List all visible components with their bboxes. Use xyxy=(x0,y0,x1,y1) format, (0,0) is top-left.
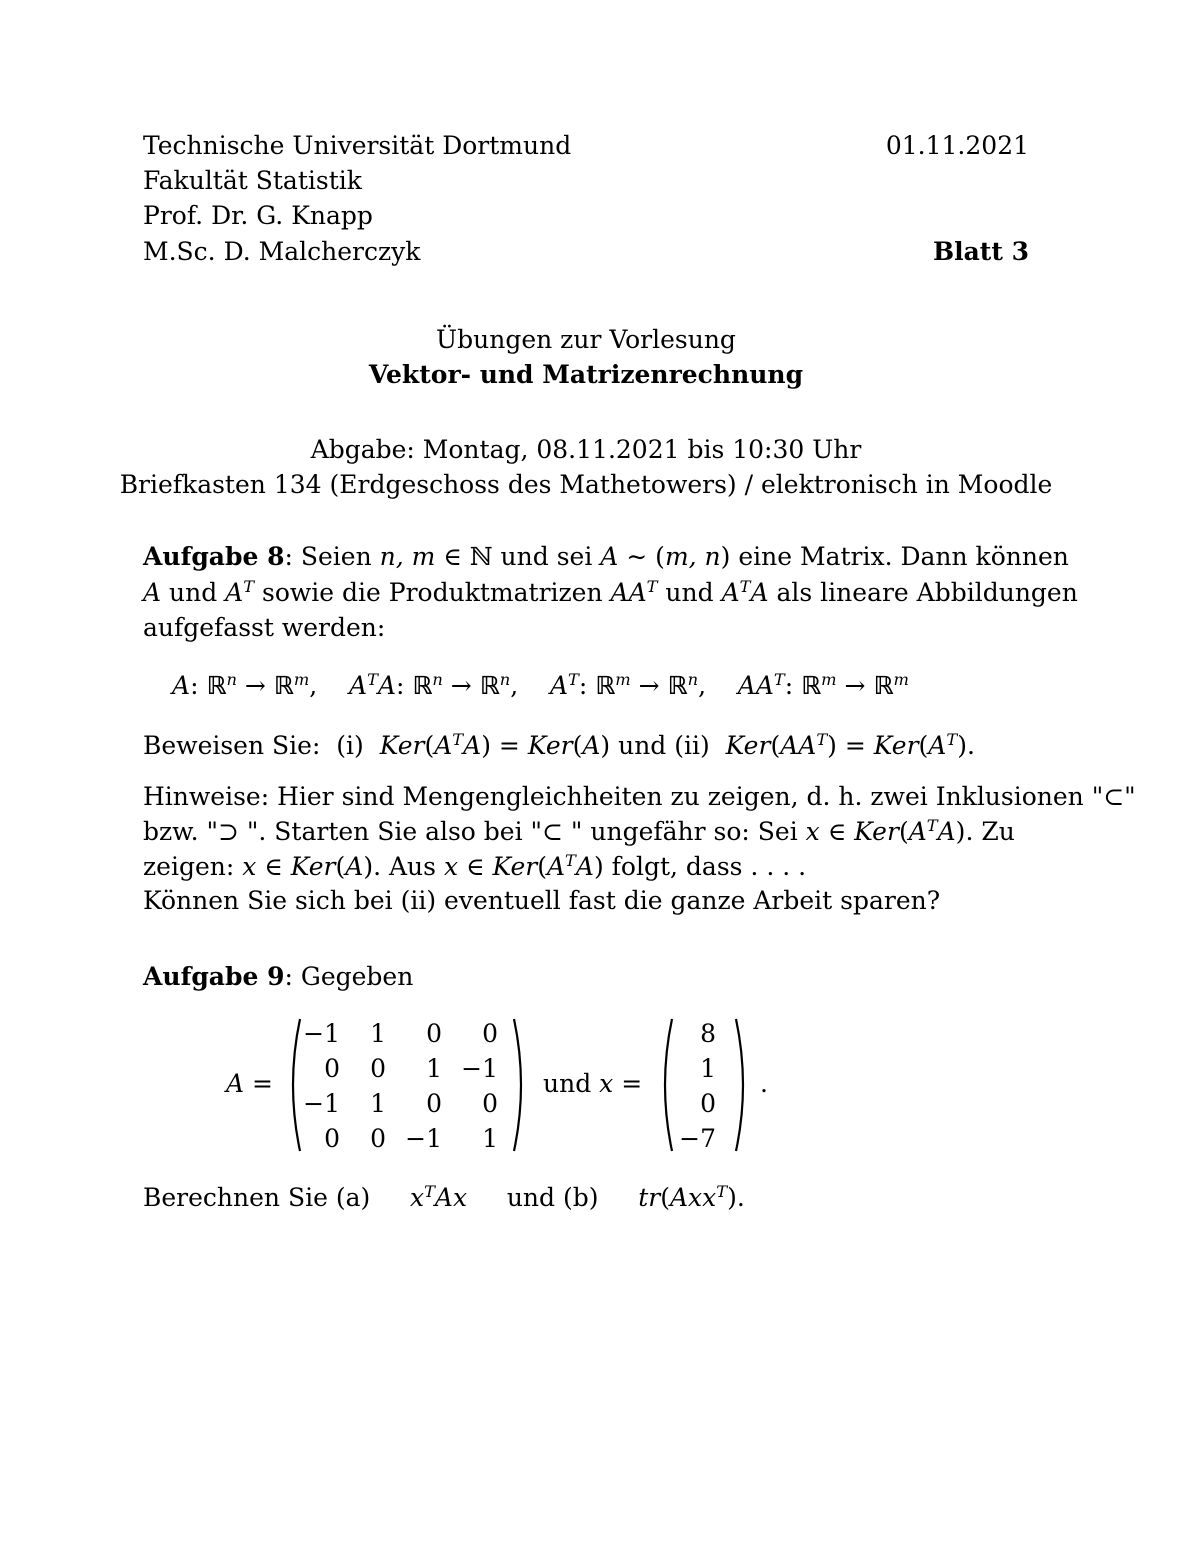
professor-name: Prof. Dr. G. Knapp xyxy=(143,201,373,230)
matrix-A-cell: 1 xyxy=(426,1054,442,1083)
matrix-A-name: A = xyxy=(226,1069,273,1098)
faculty-name: Fakultät Statistik xyxy=(143,166,362,195)
task8-hint-line2: bzw. "⊃ ". Starten Sie also bei "⊂ " ungefähr so: Sei x ∈ $Ker(A^TA)$. Zu xyxy=(143,816,1015,846)
task8-prove-line: Beweisen Sie: (i) $Ker(A^TA) = Ker(A)$ und (ii) $Ker(AA^T) = Ker(A^T)$. xyxy=(143,730,975,760)
course-title: Vektor- und Matrizenrechnung xyxy=(368,360,804,389)
submission-location: Briefkasten 134 (Erdgeschoss des Mathetowers) / elektronisch in Moodle xyxy=(119,470,1053,499)
matrix-A-cell: 1 xyxy=(482,1124,498,1153)
task8-mappings-formula: A: ℝ$^n$ → ℝ$^m$, $A^TA$: ℝ$^n$ → ℝ$^n$, $A^T$: ℝ$^m$ → ℝ$^n$, $AA^T$: ℝ$^m$ → ℝ$^m$ xyxy=(172,670,909,700)
matrix-A-cell: −1 xyxy=(303,1019,340,1048)
sheet-number: Blatt 3 xyxy=(932,237,1029,266)
vector-x-cell: −7 xyxy=(679,1124,716,1153)
vector-x-cell: 0 xyxy=(700,1089,716,1118)
task8-hint-line1: Hinweise: Hier sind Mengengleichheiten zu zeigen, d. h. zwei Inklusionen "⊂" xyxy=(143,782,1136,811)
matrix-A-cell: 0 xyxy=(482,1089,498,1118)
submission-deadline: Abgabe: Montag, 08.11.2021 bis 10:30 Uhr xyxy=(310,435,862,464)
task8-label: Aufgabe 8 xyxy=(143,542,285,571)
sheet-date: 01.11.2021 xyxy=(885,131,1029,160)
matrix-and-x-label: und x = xyxy=(543,1069,643,1098)
matrix-A xyxy=(300,1018,510,1154)
matrix-A-cell: 0 xyxy=(324,1124,340,1153)
task8-line1: Aufgabe 8: Seien n, m ∈ ℕ und sei A ∼ (m, n) eine Matrix. Dann können xyxy=(143,542,1069,571)
matrix-equation-period: . xyxy=(760,1069,768,1098)
task9-intro: Aufgabe 9: Gegeben xyxy=(143,962,414,991)
matrix-A-cell: 0 xyxy=(324,1054,340,1083)
vector-x xyxy=(676,1018,732,1154)
matrix-A-cell: −1 xyxy=(461,1054,498,1083)
matrix-A-cell: −1 xyxy=(303,1089,340,1118)
task8-line3: aufgefasst werden: xyxy=(143,613,386,642)
task9-label: Aufgabe 9 xyxy=(143,962,285,991)
matrix-A-cell: −1 xyxy=(405,1124,442,1153)
matrix-A-cell: 1 xyxy=(370,1019,386,1048)
task8-line2: A und $A^T$ sowie die Produktmatrizen $AA^T$ und $A^TA$ als lineare Abbildungen xyxy=(143,577,1078,607)
matrix-A-cell: 0 xyxy=(426,1089,442,1118)
matrix-A-cell: 0 xyxy=(482,1019,498,1048)
assistant-name: M.Sc. D. Malcherczyk xyxy=(143,237,421,266)
vector-x-cell: 1 xyxy=(700,1054,716,1083)
vector-x-cell: 8 xyxy=(700,1019,716,1048)
matrix-A-cell: 0 xyxy=(370,1124,386,1153)
task8-hint-line3: zeigen: x ∈ Ker(A). Aus x ∈ $Ker(A^TA)$ folgt, dass . . . . xyxy=(143,851,807,881)
task8-hint-line4: Können Sie sich bei (ii) eventuell fast die ganze Arbeit sparen? xyxy=(143,886,941,915)
matrix-A-cell: 1 xyxy=(370,1089,386,1118)
matrix-A-cell: 0 xyxy=(370,1054,386,1083)
matrix-A-cell: 0 xyxy=(426,1019,442,1048)
course-subtitle: Übungen zur Vorlesung xyxy=(436,325,736,354)
university-name: Technische Universität Dortmund xyxy=(143,131,572,160)
task9-compute-line: Berechnen Sie (a) $x^TAx$ und (b) tr(Axx$^T$). xyxy=(143,1182,745,1212)
